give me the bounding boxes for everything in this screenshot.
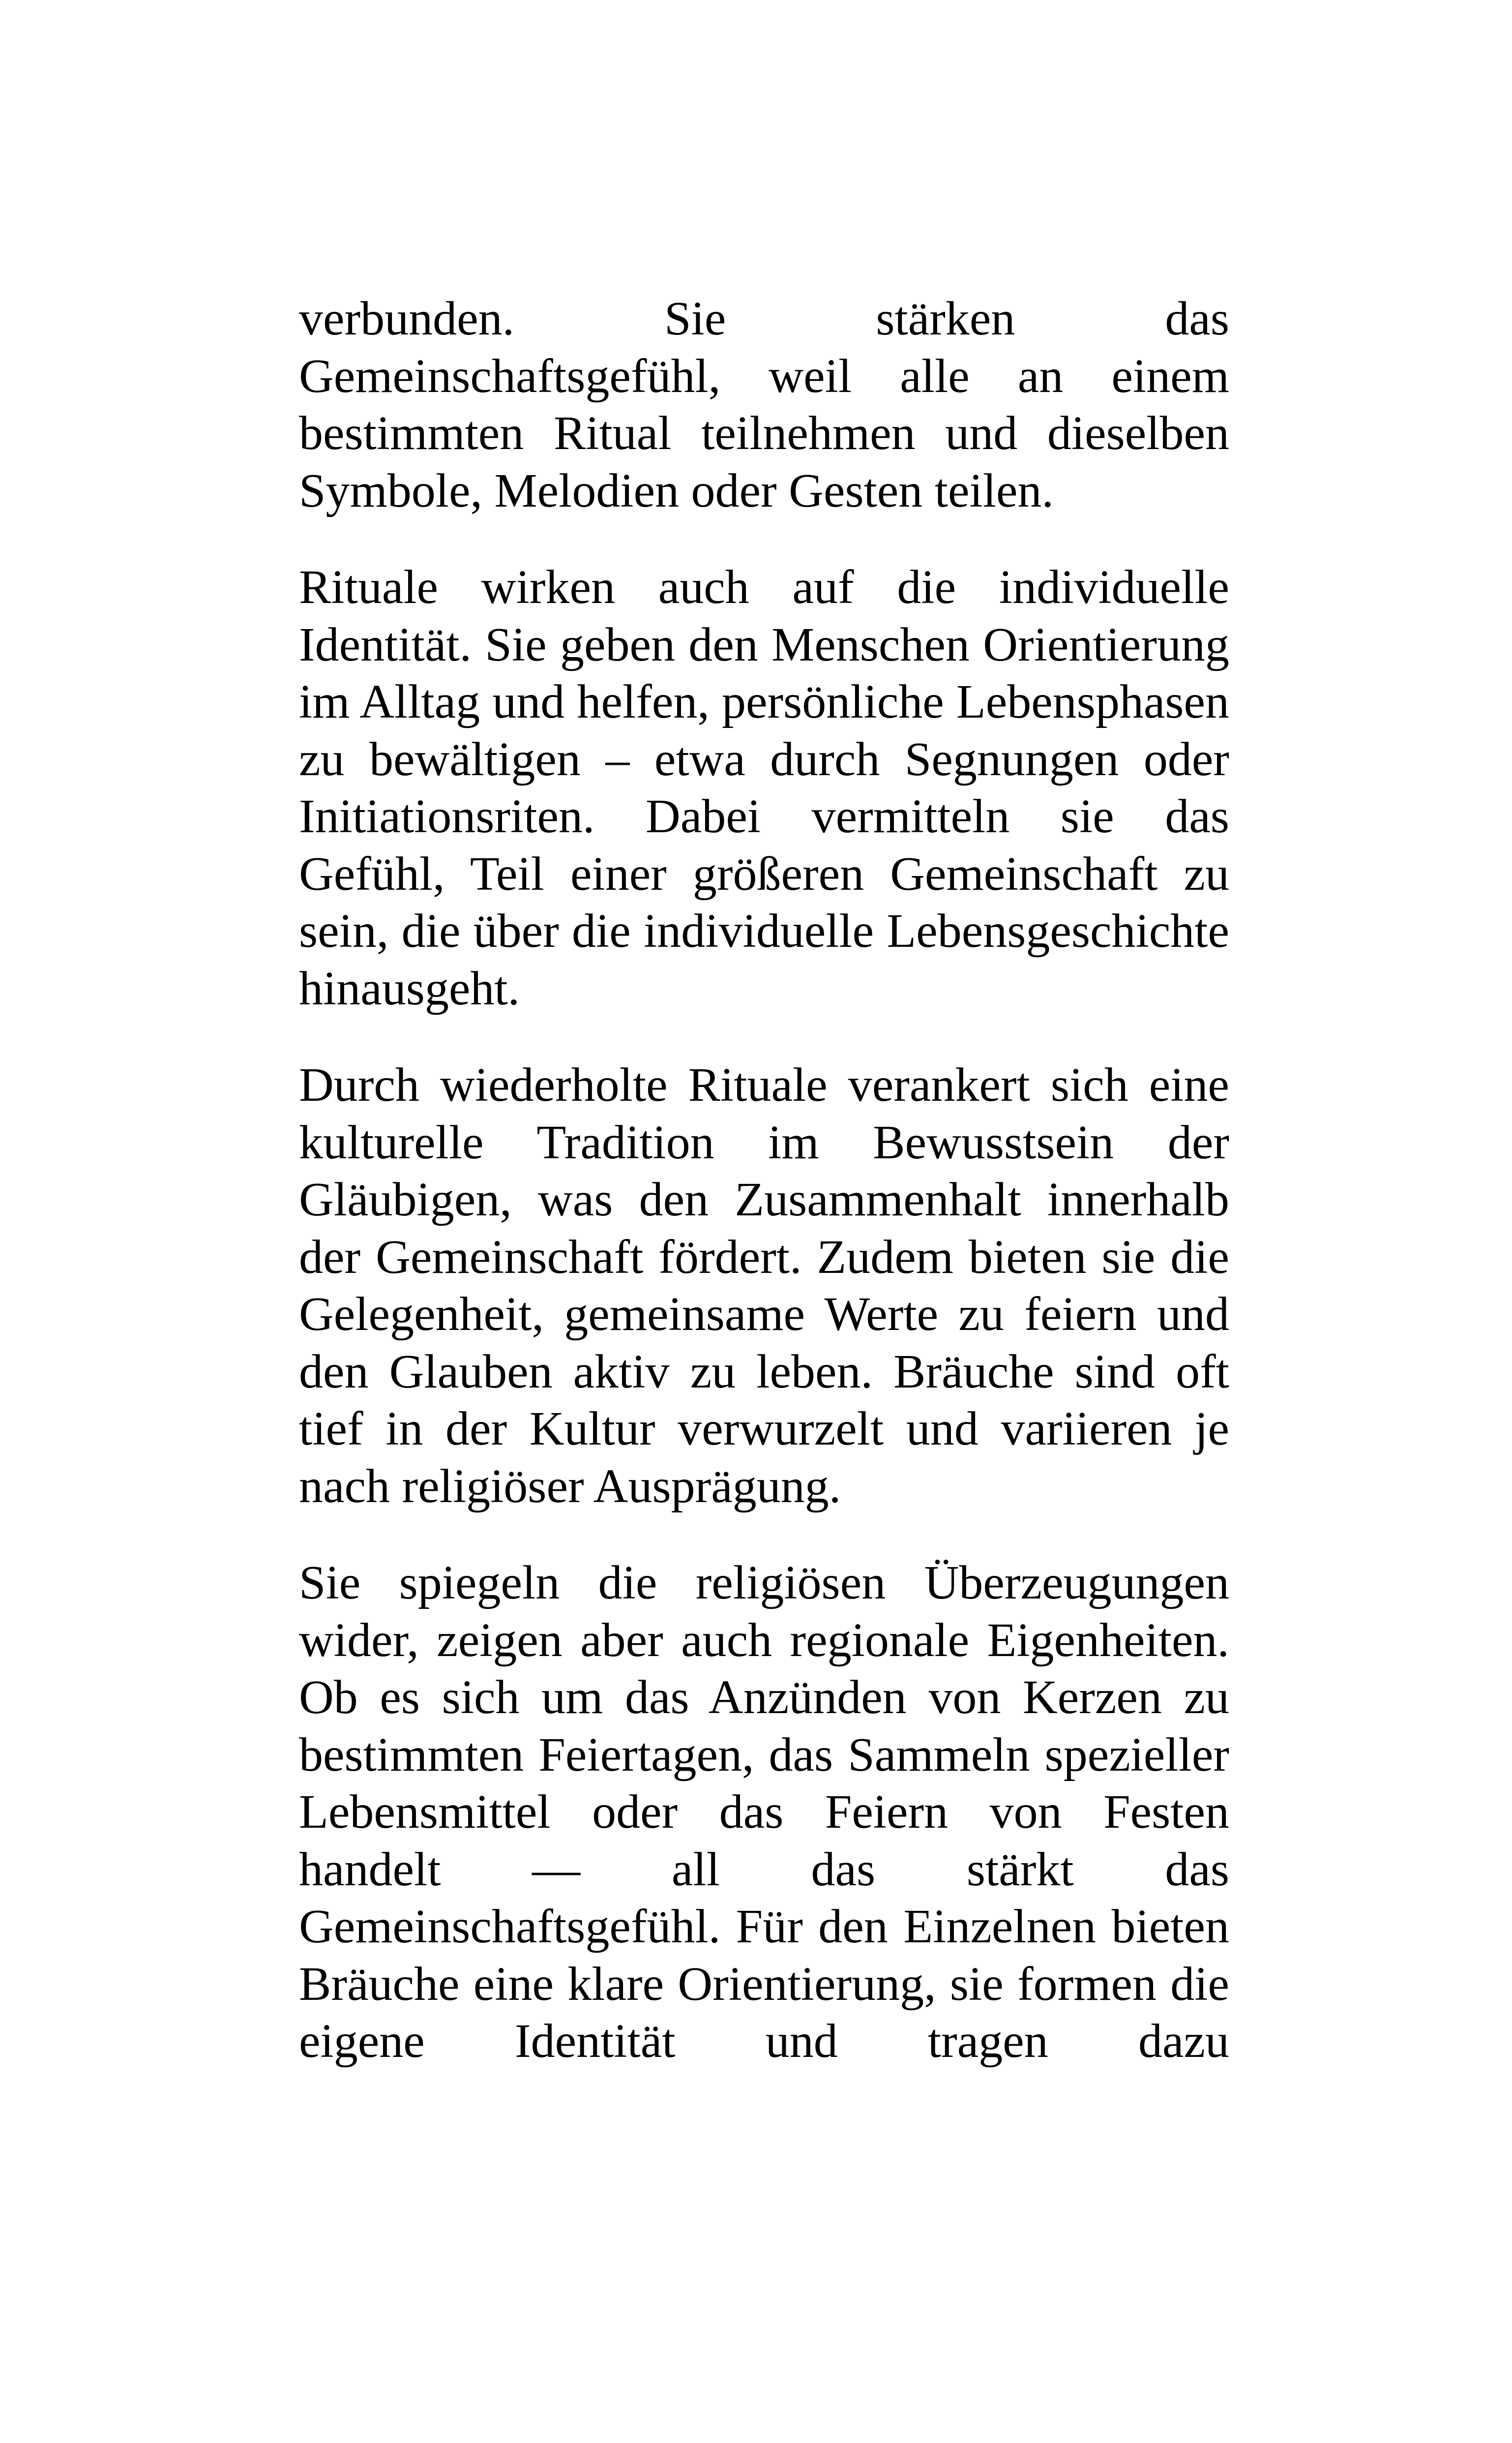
paragraph-3: Durch wiederholte Rituale verankert sich eine kulturelle Tradition im Bewusstsein der Gläubigen, was den Zusammenhalt innerhalb der Gemeinschaft fördert. Zudem bieten sie die Gelegenheit, gemeinsame Werte zu feiern und den Glauben aktiv zu leben. Bräuche sind oft tief in der Kultur verwurzelt und variieren je nach religiöser Ausprägung. (299, 1058, 1229, 1513)
paragraph-4: Sie spiegeln die religiösen Überzeugungen wider, zeigen aber auch regionale Eigenheiten. Ob es sich um das Anzünden von Kerzen zu bestimmten Feiertagen, das Sammeln spezieller Lebensmittel oder das Feiern von Festen handelt — all das stärkt das Gemeinschaftsgefühl. Für den Einzelnen bieten Bräuche eine klare Orientierung, sie formen die eigene Identität und tragen dazu (299, 1556, 1229, 2068)
paragraph-1: verbunden. Sie stärken das Gemeinschaftsgefühl, weil alle an einem bestimmten Ritual teilnehmen und dieselben Symbole, Melodien oder Gesten teilen. (299, 292, 1229, 517)
body-text (299, 290, 1229, 2070)
paragraph-2: Rituale wirken auch auf die individuelle Identität. Sie geben den Menschen Orientierung im Alltag und helfen, persönliche Lebensphasen zu bewältigen – etwa durch Segnungen oder Initiationsriten. Dabei vermitteln sie das Gefühl, Teil einer größeren Gemeinschaft zu sein, die über die individuelle Lebensgeschichte hinausgeht. (299, 561, 1229, 1015)
